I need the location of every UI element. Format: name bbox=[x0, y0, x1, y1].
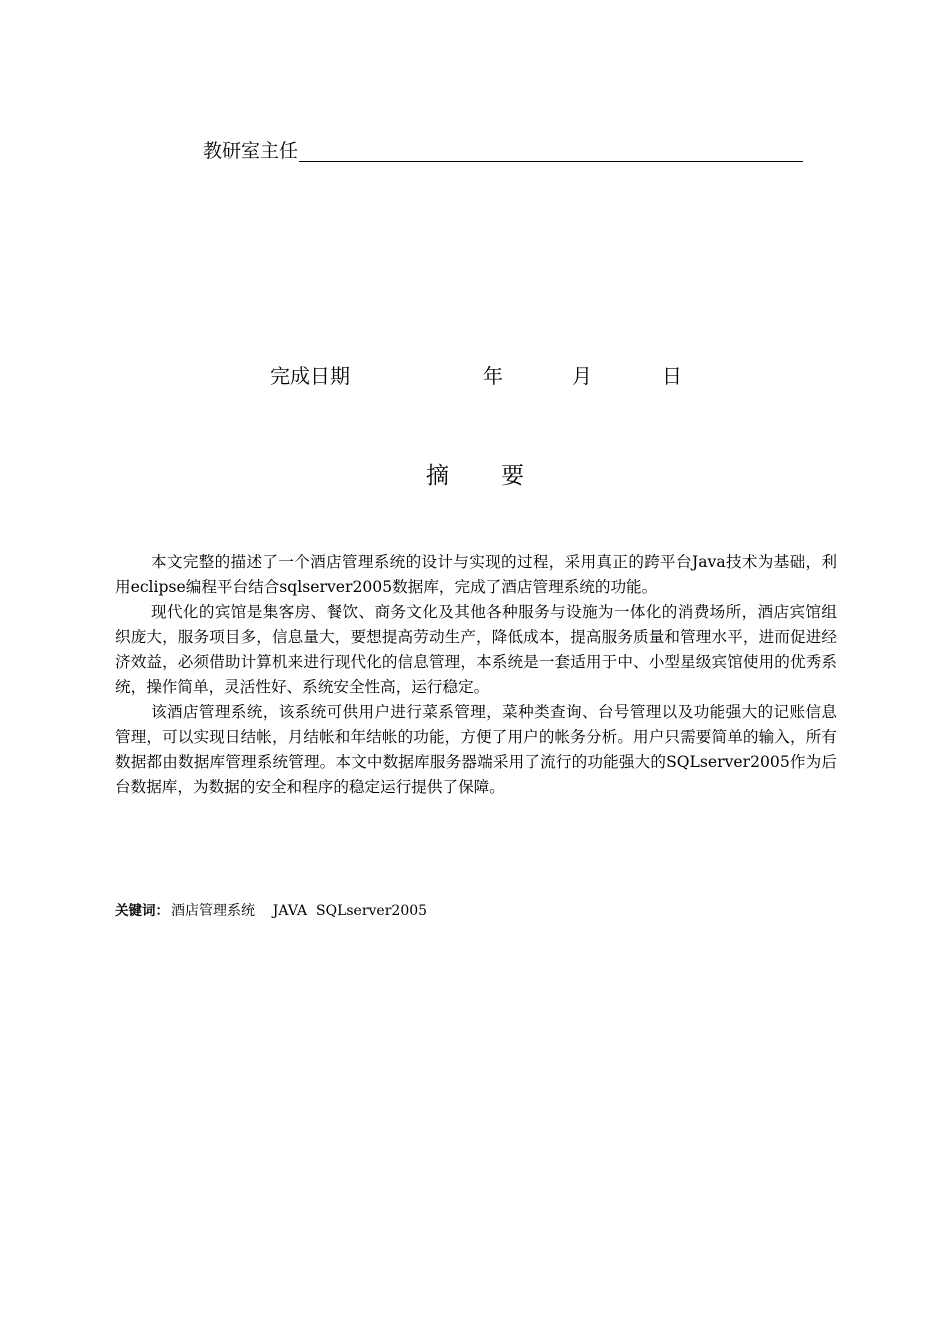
date-month-label: 月 bbox=[572, 364, 592, 388]
keywords-value: 酒店管理系统 JAVA SQLserver2005 bbox=[171, 903, 428, 919]
keywords-label: 关键词： bbox=[115, 903, 169, 919]
abstract-heading bbox=[0, 460, 950, 492]
date-year-label: 年 bbox=[483, 364, 503, 388]
signature-blank-underline bbox=[299, 161, 803, 162]
abstract-body bbox=[115, 550, 837, 800]
abstract-heading-char-1: 摘 bbox=[426, 463, 449, 489]
abstract-paragraph: 本文完整的描述了一个酒店管理系统的设计与实现的过程，采用真正的跨平台Java技术为基础，利用eclipse编程平台结合sqlserver2005数据库，完成了酒店管理系统的功能。 bbox=[115, 553, 837, 596]
completion-date-label: 完成日期 bbox=[270, 364, 350, 388]
abstract-heading-char-2: 要 bbox=[501, 463, 524, 489]
director-signature-line bbox=[203, 138, 803, 164]
abstract-paragraph: 该酒店管理系统，该系统可供用户进行菜系管理，菜种类查询、台号管理以及功能强大的记账信息管理，可以实现日结帐，月结帐和年结帐的功能，方便了用户的帐务分析。用户只需要简单的输入，所有数据都由数据库管理系统管理。本文中数据库服务器端采用了流行的功能强大的SQLserver2005作为后台数据库，为数据的安全和程序的稳定运行提供了保障。 bbox=[115, 703, 837, 796]
director-label: 教研室主任 bbox=[203, 140, 299, 162]
keywords-line bbox=[115, 900, 427, 922]
date-day-label: 日 bbox=[662, 364, 682, 388]
abstract-paragraph: 现代化的宾馆是集客房、餐饮、商务文化及其他各种服务与设施为一体化的消费场所，酒店宾馆组织庞大，服务项目多，信息量大，要想提高劳动生产，降低成本，提高服务质量和管理水平，进而促进经济效益，必须借助计算机来进行现代化的信息管理，本系统是一套适用于中、小型星级宾馆使用的优秀系统，操作简单，灵活性好、系统安全性高，运行稳定。 bbox=[115, 603, 837, 696]
